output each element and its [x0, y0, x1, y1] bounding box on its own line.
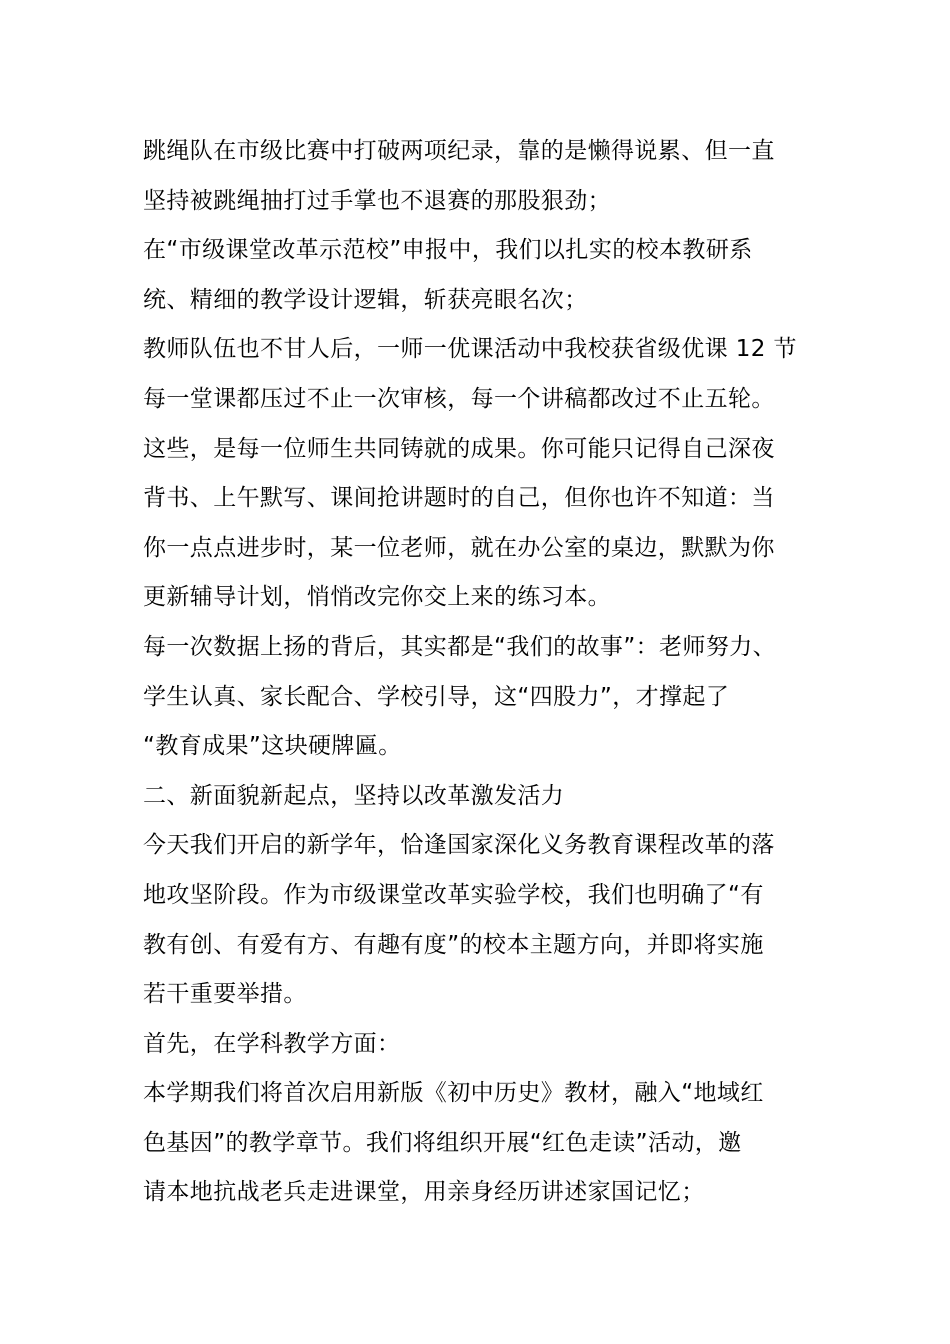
text-line: 首先，在学科教学方面： [143, 1030, 401, 1057]
text-line: 统、精细的教学设计逻辑，斩获亮眼名次； [143, 286, 588, 313]
text-line: 教师队伍也不甘人后，一师一优课活动中我校获省级优课 12 节 [143, 336, 797, 363]
text-line: 若干重要举措。 [143, 981, 307, 1008]
text-line: 色基因”的教学章节。我们将组织开展“红色走读”活动，邀 [143, 1129, 742, 1156]
document-body [143, 127, 815, 1218]
section-heading: 二、新面貌新起点，坚持以改革激发活力 [143, 782, 565, 809]
text-line: 背书、上午默写、课间抢讲题时的自己，但你也许不知道：当 [143, 485, 775, 512]
text-line: 每一次数据上扬的背后，其实都是“我们的故事”：老师努力、 [143, 633, 777, 660]
text-line: 教有创、有爱有方、有趣有度”的校本主题方向，并即将实施 [143, 931, 764, 958]
text-line: 这些，是每一位师生共同铸就的成果。你可能只记得自己深夜 [143, 435, 775, 462]
text-line: 在“市级课堂改革示范校”申报中，我们以扎实的校本教研系 [143, 237, 753, 264]
text-line: 本学期我们将首次启用新版《初中历史》教材，融入“地域红 [143, 1080, 764, 1107]
text-line: 学生认真、家长配合、学校引导，这“四股力”，才撑起了 [143, 683, 730, 710]
text-line: 更新辅导计划，悄悄改完你交上来的练习本。 [143, 584, 611, 611]
text-line: 每一堂课都压过不止一次审核，每一个讲稿都改过不止五轮。 [143, 385, 775, 412]
text-line: 请本地抗战老兵走进课堂，用亲身经历讲述家国记忆； [143, 1179, 705, 1206]
text-line: 你一点点进步时，某一位老师，就在办公室的桌边，默默为你 [143, 534, 775, 561]
text-line: 今天我们开启的新学年，恰逢国家深化义务教育课程改革的落 [143, 832, 775, 859]
text-line: 坚持被跳绳抽打过手掌也不退赛的那股狠劲； [143, 187, 611, 214]
text-line: “教育成果”这块硬牌匾。 [143, 733, 402, 760]
text-line: 跳绳队在市级比赛中打破两项纪录，靠的是懒得说累、但一直 [143, 138, 775, 164]
text-line: 地攻坚阶段。作为市级课堂改革实验学校，我们也明确了“有 [143, 881, 764, 908]
